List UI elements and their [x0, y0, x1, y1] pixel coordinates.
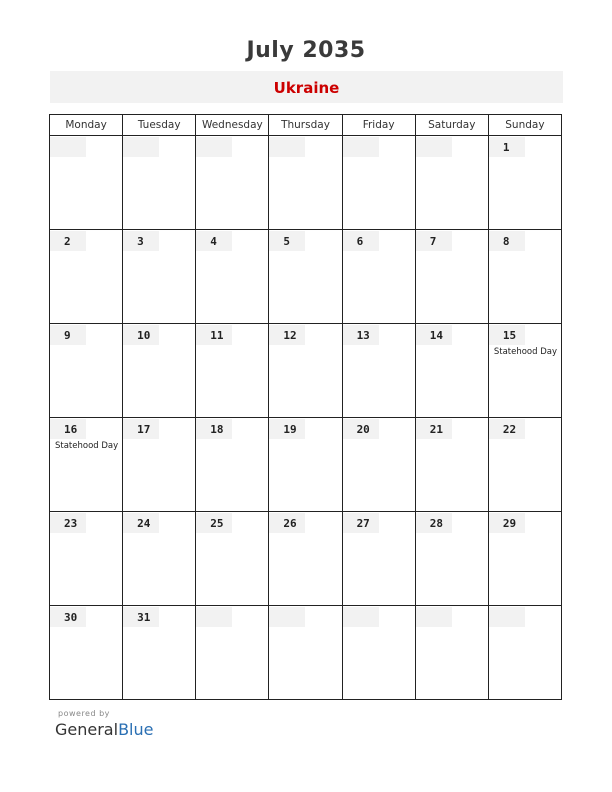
day-cell: [488, 230, 561, 324]
calendar-title: July 2035: [246, 38, 366, 63]
day-number-box: [489, 325, 525, 345]
day-number: 16: [64, 423, 78, 436]
day-number: 25: [210, 517, 224, 530]
day-cell: [196, 512, 269, 606]
day-number-box: [416, 513, 452, 533]
day-cell: [488, 324, 561, 418]
day-number-box: [489, 419, 525, 439]
day-cell: [123, 230, 196, 324]
day-number-box: [50, 137, 86, 157]
day-number: 27: [356, 517, 370, 530]
day-cell: [50, 136, 123, 230]
day-number: 9: [64, 329, 71, 342]
day-number-box: [343, 325, 379, 345]
day-number-box: [50, 513, 86, 533]
day-number-box: [416, 137, 452, 157]
day-number: 5: [283, 235, 291, 248]
day-cell: [50, 512, 123, 606]
week-row: [50, 230, 562, 324]
day-cell: [123, 418, 196, 512]
day-cell: [196, 324, 269, 418]
calendar-body: [50, 136, 562, 700]
day-number: 28: [429, 517, 443, 530]
day-number-box: [343, 137, 379, 157]
day-number: 18: [210, 423, 224, 436]
week-row: [50, 136, 562, 230]
day-number-box: [123, 513, 159, 533]
day-number: 10: [137, 329, 151, 342]
day-number: 30: [64, 611, 78, 624]
day-number-box: [269, 607, 305, 627]
day-number-box: [50, 231, 86, 251]
day-number-box: [50, 607, 86, 627]
day-number-box: [416, 231, 452, 251]
day-cell: [123, 136, 196, 230]
day-cell: [196, 606, 269, 700]
day-number: 31: [137, 611, 151, 624]
powered-by-text: powered by: [58, 709, 110, 718]
day-number: 17: [137, 423, 151, 436]
day-number-box: [269, 419, 305, 439]
weekday-sunday: Sunday: [488, 115, 561, 136]
day-number-box: [416, 607, 452, 627]
weekday-wednesday: Wednesday: [196, 115, 269, 136]
day-number: 29: [502, 517, 517, 530]
day-cell: [415, 136, 488, 230]
calendar-grid: [49, 114, 562, 700]
day-number-box: [269, 231, 305, 251]
day-cell: [196, 418, 269, 512]
day-number: 15: [502, 329, 517, 342]
day-number-box: [123, 607, 159, 627]
day-number: 26: [283, 517, 297, 530]
week-row: [50, 512, 562, 606]
day-cell: [488, 418, 561, 512]
day-cell: [123, 606, 196, 700]
day-number: 23: [64, 517, 78, 530]
day-cell: [50, 324, 123, 418]
day-number: 3: [137, 235, 144, 248]
day-cell: [488, 606, 561, 700]
day-cell: [269, 606, 342, 700]
day-cell: [269, 230, 342, 324]
day-number: 22: [502, 423, 517, 436]
day-number-box: [489, 607, 525, 627]
week-row: [50, 606, 562, 700]
day-cell: [123, 324, 196, 418]
day-number-box: [343, 419, 379, 439]
day-cell: [415, 606, 488, 700]
day-cell: [196, 230, 269, 324]
day-cell: [269, 418, 342, 512]
day-cell: [50, 230, 123, 324]
day-number-box: [196, 231, 232, 251]
day-number-box: [416, 419, 452, 439]
day-number: 13: [356, 329, 370, 342]
day-number: 6: [356, 235, 364, 248]
weekday-thursday: Thursday: [269, 115, 342, 136]
day-cell: [342, 230, 415, 324]
day-cell: [342, 512, 415, 606]
week-row: [50, 418, 562, 512]
day-number: 12: [283, 329, 297, 342]
day-number: 20: [356, 423, 370, 436]
brand-general: General: [55, 720, 119, 739]
day-number-box: [123, 137, 159, 157]
day-number-box: [123, 419, 159, 439]
day-cell: [415, 324, 488, 418]
day-number-box: [269, 137, 305, 157]
day-number-box: [489, 137, 525, 157]
day-number-box: [123, 231, 159, 251]
day-number-box: [489, 231, 525, 251]
day-cell: [342, 324, 415, 418]
day-cell: [342, 418, 415, 512]
day-cell: [342, 606, 415, 700]
day-cell: [123, 512, 196, 606]
day-number-box: [269, 513, 305, 533]
day-cell: [342, 136, 415, 230]
country-banner: [50, 71, 563, 103]
day-number-box: [50, 419, 86, 439]
day-cell: [196, 136, 269, 230]
day-cell: [415, 230, 488, 324]
day-number-box: [416, 325, 452, 345]
day-cell: [269, 136, 342, 230]
day-number-box: [343, 231, 379, 251]
weekday-friday: Friday: [342, 115, 415, 136]
day-number: 4: [210, 235, 217, 248]
brand-logo: [55, 720, 153, 739]
day-cell: [50, 606, 123, 700]
day-number-box: [196, 607, 232, 627]
day-cell: [269, 512, 342, 606]
day-cell: [488, 136, 561, 230]
day-number-box: [343, 607, 379, 627]
brand-blue: Blue: [118, 720, 154, 739]
day-number-box: [196, 137, 232, 157]
day-cell: [269, 324, 342, 418]
day-cell: [488, 512, 561, 606]
weekday-tuesday: Tuesday: [123, 115, 196, 136]
day-cell: [415, 418, 488, 512]
day-number: 1: [502, 141, 510, 154]
day-number-box: [196, 513, 232, 533]
day-cell: [50, 418, 123, 512]
day-number: 19: [283, 423, 297, 436]
weekday-saturday: Saturday: [415, 115, 488, 136]
day-number: 2: [64, 235, 71, 248]
day-number-box: [50, 325, 86, 345]
holiday-label: Statehood Day: [55, 441, 119, 451]
day-number-box: [196, 419, 232, 439]
footer-branding: [55, 709, 153, 739]
day-cell: [415, 512, 488, 606]
day-number-box: [343, 513, 379, 533]
day-number: 11: [210, 329, 224, 342]
weekday-monday: Monday: [50, 115, 123, 136]
day-number-box: [196, 325, 232, 345]
day-number-box: [123, 325, 159, 345]
day-number: 21: [429, 423, 443, 436]
week-row: [50, 324, 562, 418]
day-number: 8: [502, 235, 510, 248]
weekday-header-row: [50, 115, 562, 136]
day-number-box: [269, 325, 305, 345]
holiday-label: Statehood Day: [493, 347, 558, 357]
day-number: 14: [429, 329, 443, 342]
day-number: 7: [429, 235, 437, 248]
country-name: Ukraine: [273, 79, 340, 97]
day-number: 24: [137, 517, 151, 530]
day-number-box: [489, 513, 525, 533]
